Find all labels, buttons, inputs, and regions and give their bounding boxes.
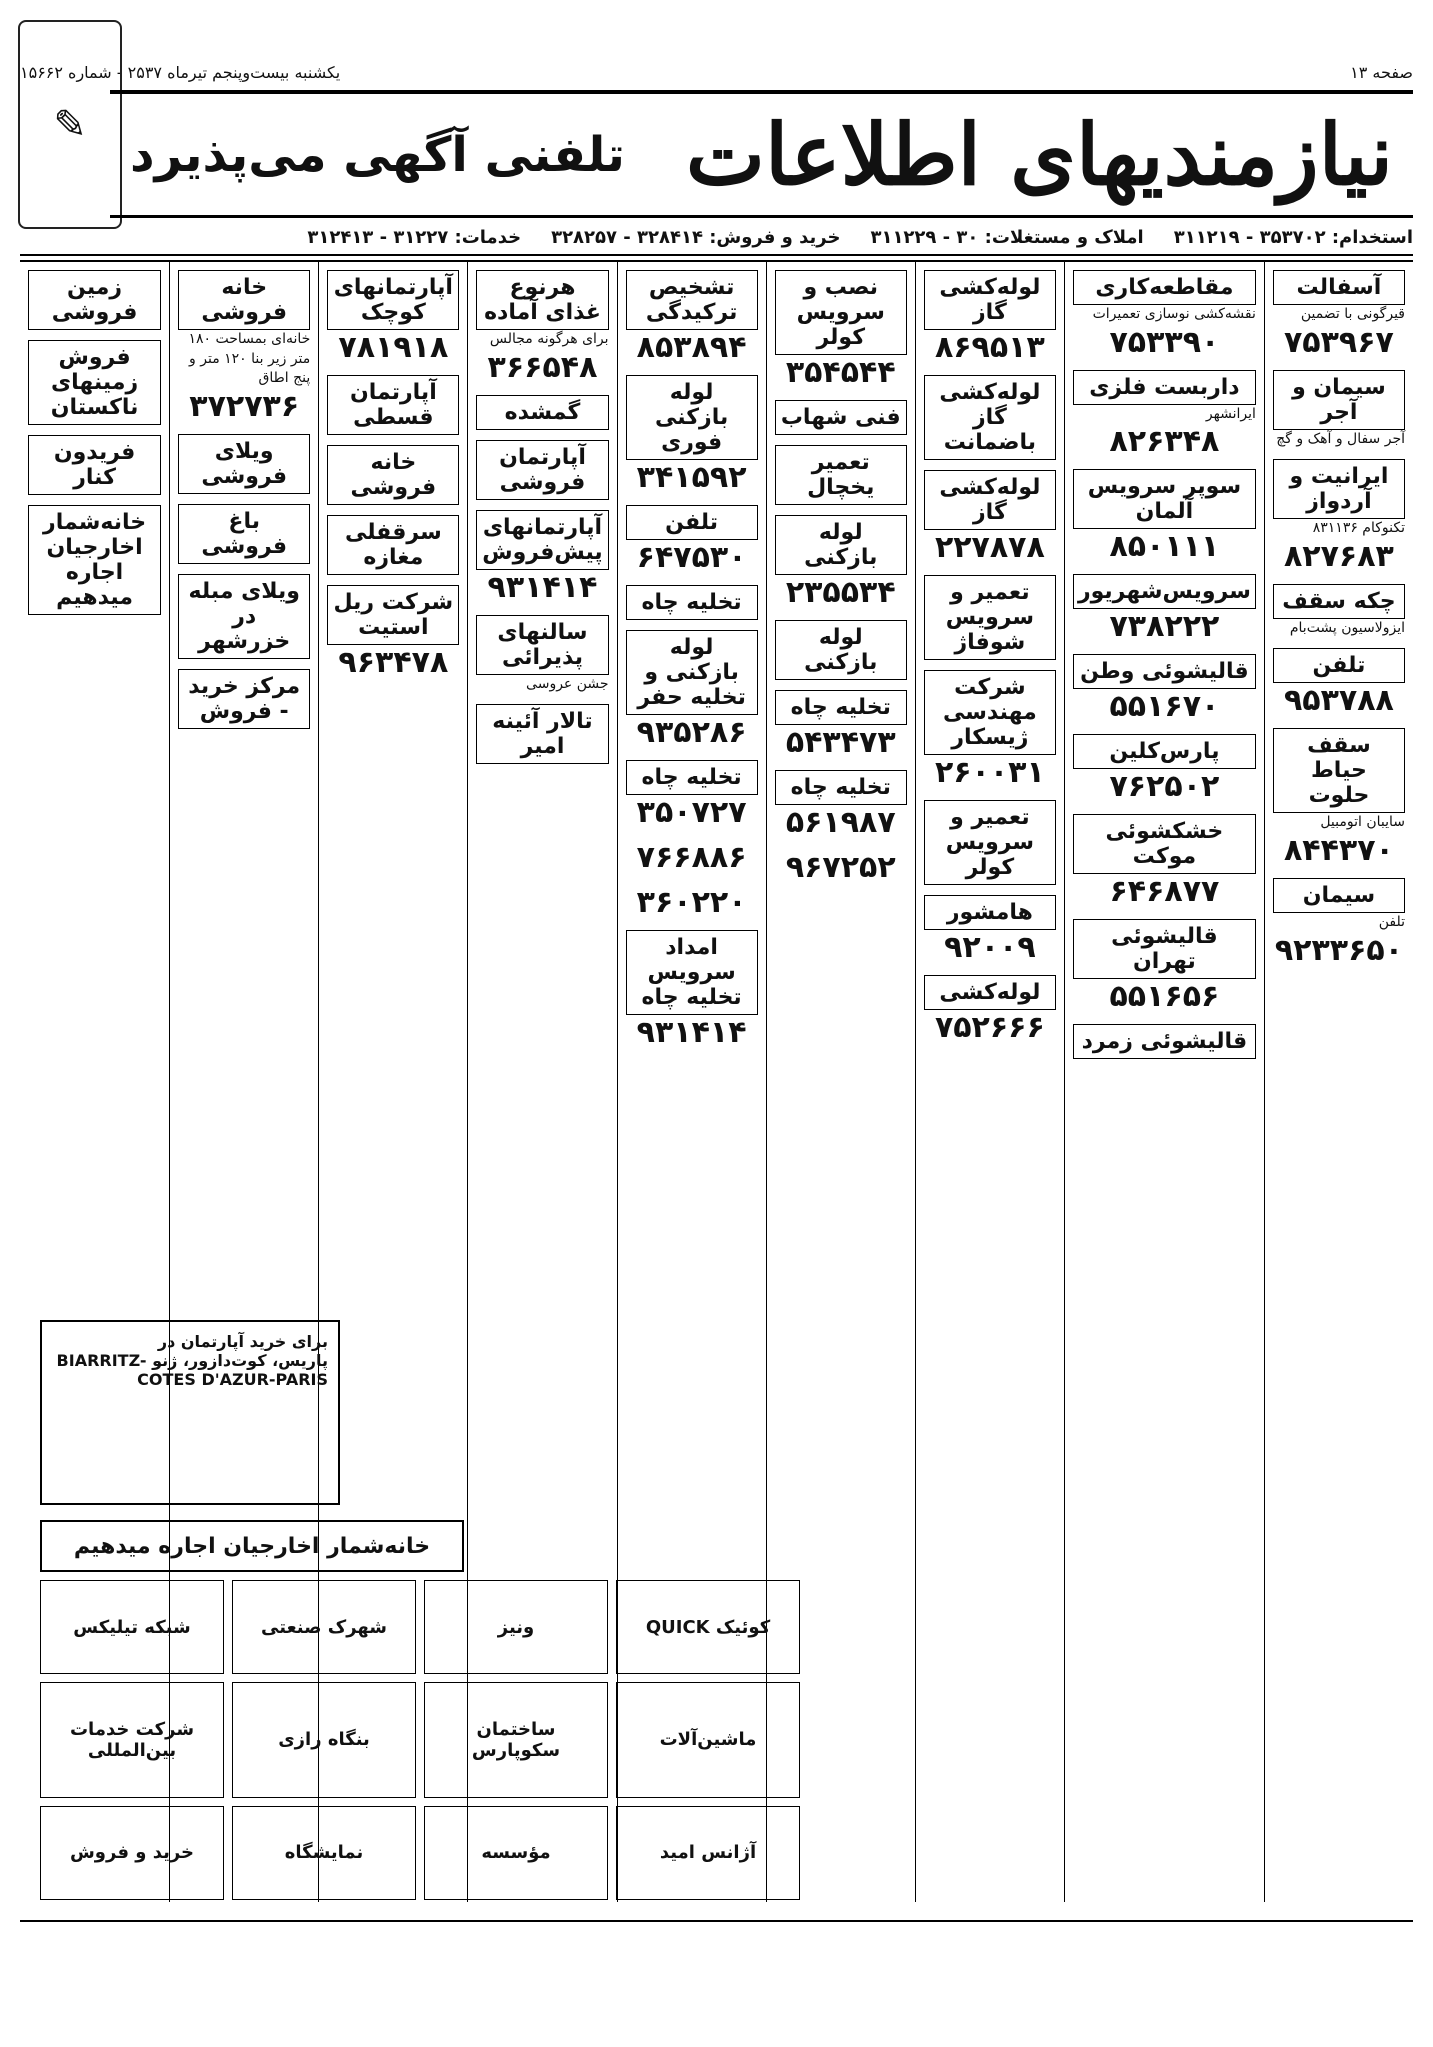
ad-heading: سرویس‌شهریور xyxy=(1073,574,1256,609)
ad-heading: نصب و سرویس کولر xyxy=(775,270,907,355)
classified-ad xyxy=(775,620,907,680)
ad-body: آجر سفال و آهک و گچ xyxy=(1276,430,1405,447)
classified-ad xyxy=(1073,734,1256,804)
classified-ad xyxy=(28,505,161,615)
ad-heading: لوله‌کشی گاز xyxy=(924,470,1056,530)
ad-heading: لوله‌کشی گاز xyxy=(924,270,1056,330)
classified-ad xyxy=(924,895,1056,965)
classified-ad xyxy=(1073,469,1256,564)
footer-ad-box: ماشین‌آلات xyxy=(616,1682,800,1797)
ad-heading: فریدون کنار xyxy=(28,435,161,495)
ad-heading: چکه سقف xyxy=(1273,584,1405,619)
ad-heading: تخلیه چاه xyxy=(775,770,907,805)
ad-heading: آپارتمانهای پیش‌فروش xyxy=(476,510,608,570)
ad-phone: ۸۴۴۳۷۰ xyxy=(1284,832,1394,868)
ad-phone: ۷۶۲۵۰۲ xyxy=(1109,769,1220,805)
ad-heading: شرکت ریل استیت xyxy=(327,585,459,645)
classified-ad xyxy=(1073,654,1256,724)
footer-ad-box: بنگاه رازی xyxy=(232,1682,416,1797)
ad-heading: خانه فروشی xyxy=(327,445,459,505)
classified-ad xyxy=(924,800,1056,885)
classified-ad xyxy=(626,585,758,620)
ad-phone: ۳۴۱۵۹۲ xyxy=(636,460,747,495)
footer-ad-box: ساختمان سکوپارس xyxy=(424,1682,608,1797)
ad-body: برای هرگونه مجالس xyxy=(489,331,609,347)
ad-phone: ۹۲۳۳۶۵۰ xyxy=(1274,932,1404,968)
ad-phone: ۹۶۷۲۵۲ xyxy=(785,850,896,885)
issue-date: یکشنبه بیست‌وپنجم تیرماه ۲۵۳۷ - شماره ۱۵۶۶۲ xyxy=(20,62,341,82)
classified-ad xyxy=(626,760,758,830)
classified-ad xyxy=(1273,584,1405,639)
ad-phone: ۵۶۱۹۸۷ xyxy=(785,805,896,840)
ad-heading: تخلیه چاه xyxy=(626,585,758,620)
ad-body: تلفن xyxy=(1378,913,1405,930)
ad-heading: ایرانیت و آردواز xyxy=(1273,459,1405,519)
phone-employment: استخدام: ۳۵۳۷۰۲ - ۳۱۱۲۱۹ xyxy=(1173,226,1413,248)
ad-heading: قالیشوئی تهران xyxy=(1073,919,1256,979)
classified-ad xyxy=(1273,878,1405,968)
boxed-ad-title: برای خرید آپارتمان در xyxy=(157,1332,328,1351)
newspaper-mascot-icon: ✎ xyxy=(18,20,122,229)
ad-phone: ۶۴۷۵۳۰ xyxy=(636,540,747,575)
ad-phone: ۷۸۱۹۱۸ xyxy=(338,330,449,365)
classified-ad xyxy=(327,585,459,680)
page-title: نیازمندیهای اطلاعات xyxy=(685,105,1393,204)
ad-heading: آپارتمانهای کوچک xyxy=(327,270,459,330)
classified-ad xyxy=(775,270,907,390)
footer-ad-box: شهرک صنعتی xyxy=(232,1580,416,1674)
classified-ad xyxy=(924,470,1056,565)
phone-real-estate: املاک و مستغلات: ۳۰ - ۳۱۱۲۲۹ xyxy=(870,226,1144,248)
classified-ad xyxy=(28,435,161,495)
ad-body: قیرگونی با تضمین xyxy=(1300,306,1405,322)
classified-ad xyxy=(1273,648,1405,718)
classified-ad xyxy=(1073,919,1256,1014)
ad-phone: ۹۳۱۴۱۴ xyxy=(487,569,598,605)
classified-ad xyxy=(476,270,608,385)
ad-phone: ۲۶۰۰۳۱ xyxy=(934,755,1045,790)
ad-phone: ۸۶۹۵۱۳ xyxy=(934,330,1045,365)
ad-heading: خانه فروشی xyxy=(178,270,310,330)
classified-ad xyxy=(28,270,161,330)
classified-ad xyxy=(626,375,758,495)
ad-heading: هرنوع غذای آماده xyxy=(476,270,608,330)
ad-heading: تعمیر و سرویس کولر xyxy=(924,800,1056,885)
ad-phone: ۳۷۲۷۳۶ xyxy=(189,388,300,424)
classified-ad xyxy=(1073,370,1256,460)
classified-ad xyxy=(1073,574,1256,644)
ad-heading: لوله بازکنی xyxy=(775,515,907,575)
rental-banner: خانه‌شمار اخارجیان اجاره میدهیم xyxy=(40,1520,464,1572)
page-subtitle: تلفنی آگهی می‌پذیرد xyxy=(130,126,625,183)
ad-phone: ۸۵۳۸۹۴ xyxy=(636,330,747,365)
classified-ad xyxy=(1073,1024,1256,1059)
ad-heading: باغ فروشی xyxy=(178,504,310,564)
page-label: صفحه ۱۳ xyxy=(1350,62,1413,82)
classified-ad xyxy=(327,270,459,365)
ad-heading: سوپر سرویس آلمان xyxy=(1073,469,1256,529)
classified-ad xyxy=(1273,728,1405,868)
classified-ad xyxy=(476,395,608,430)
footer-ad-box: ونیز xyxy=(424,1580,608,1674)
ad-heading: سیمان xyxy=(1273,878,1405,913)
ad-heading: ویلای فروشی xyxy=(178,434,310,494)
classified-ad xyxy=(775,690,907,760)
classified-ad xyxy=(1073,270,1256,360)
classified-ad xyxy=(924,575,1056,660)
ad-heading: خشکشوئی موکت xyxy=(1073,814,1256,874)
boxed-ad-paris xyxy=(40,1320,340,1505)
classified-ad xyxy=(1273,270,1405,360)
ad-phone: ۷۵۳۳۹۰ xyxy=(1109,324,1220,360)
classified-ad xyxy=(476,615,608,695)
ad-phone: ۳۵۰۷۲۷ xyxy=(636,795,747,830)
classified-ad xyxy=(626,930,758,1050)
ad-heading: لوله بازکنی فوری xyxy=(626,375,758,460)
ad-heading: زمین فروشی xyxy=(28,270,161,330)
ad-phone: ۶۴۶۸۷۷ xyxy=(1109,874,1220,910)
ad-body: جشن عروسی xyxy=(526,675,609,692)
footer-ad-box: آژانس امید xyxy=(616,1806,800,1900)
ad-phone: ۷۵۳۹۶۷ xyxy=(1284,324,1394,360)
classified-ad xyxy=(775,850,907,885)
classified-ad xyxy=(626,885,758,920)
ad-heading: امداد سرویس تخلیه چاه xyxy=(626,930,758,1015)
ad-heading: تالار آئینه امیر xyxy=(476,704,608,764)
ad-heading: لوله‌کشی xyxy=(924,975,1056,1010)
ad-phone: ۷۶۶۸۸۶ xyxy=(636,840,747,875)
ad-body: خانه‌ای بمساحت ۱۸۰ متر زیر بنا ۱۲۰ متر و پنج اطاق xyxy=(188,331,311,387)
ad-phone: ۳۶۰۲۲۰ xyxy=(636,885,747,920)
footer-ad-box: خرید و فروش xyxy=(40,1806,224,1900)
classified-ad xyxy=(626,840,758,875)
ad-heading: گمشده xyxy=(476,395,608,430)
footer-ads xyxy=(40,1580,800,1900)
classified-ad xyxy=(1073,814,1256,909)
ad-body: ایزولاسیون پشت‌بام xyxy=(1289,619,1405,636)
ad-heading: آسفالت xyxy=(1273,270,1405,305)
ad-heading: تخلیه چاه xyxy=(626,760,758,795)
classified-ad xyxy=(1273,459,1405,574)
classified-ad xyxy=(178,434,310,494)
ad-column xyxy=(915,262,1064,1902)
classified-ad xyxy=(476,704,608,764)
classified-ad xyxy=(924,270,1056,365)
ad-body: سایبان اتومبیل xyxy=(1320,814,1405,831)
ad-phone: ۸۲۶۳۴۸ xyxy=(1109,424,1220,460)
ad-heading: لوله بازکنی و تخلیه حفر xyxy=(626,630,758,715)
ad-heading: تعمیر یخچال xyxy=(775,445,907,505)
ad-phone: ۲۳۵۵۳۴ xyxy=(785,575,896,610)
ad-phone: ۳۶۶۵۴۸ xyxy=(487,349,598,385)
classified-ad xyxy=(626,270,758,365)
ad-heading: قالیشوئی وطن xyxy=(1073,654,1256,689)
classified-ad xyxy=(327,445,459,505)
ad-phone: ۳۵۴۵۴۴ xyxy=(785,355,896,390)
ad-column xyxy=(1264,262,1413,1902)
phone-services: خدمات: ۳۱۲۲۷ - ۳۱۲۴۱۳ xyxy=(307,226,522,248)
ad-heading: مقاطعه‌کاری xyxy=(1073,270,1256,305)
ad-heading: تلفن xyxy=(626,505,758,540)
ad-phone: ۲۲۷۸۷۸ xyxy=(934,530,1045,565)
classified-ad xyxy=(775,400,907,435)
ad-body: نقشه‌کشی نوسازی تعمیرات xyxy=(1092,306,1256,322)
ad-phone: ۹۳۱۴۱۴ xyxy=(636,1015,747,1050)
ad-phone: ۸۵۰۱۱۱ xyxy=(1109,529,1220,565)
classified-ad xyxy=(476,510,608,605)
classified-ad xyxy=(775,515,907,610)
ad-column xyxy=(1064,262,1264,1902)
ad-heading: قالیشوئی زمرد xyxy=(1073,1024,1256,1059)
ad-heading: ویلای مبله در خزرشهر xyxy=(178,574,310,659)
footer-ad-box: نمایشگاه xyxy=(232,1806,416,1900)
ad-phone: ۹۲۰۰۹ xyxy=(944,930,1036,965)
footer-ad-box: مؤسسه xyxy=(424,1806,608,1900)
ad-heading: سقف حیاط حلوت xyxy=(1273,728,1405,813)
footer-ad-box: شرکت خدمات بین‌المللی xyxy=(40,1682,224,1797)
ad-heading: پارس‌کلین xyxy=(1073,734,1256,769)
ad-heading: فنی شهاب xyxy=(775,400,907,435)
bottom-rule xyxy=(20,1920,1413,2002)
ad-heading: لوله بازکنی xyxy=(775,620,907,680)
ad-heading: سالنهای پذیرائی xyxy=(476,615,608,675)
footer-ad-box: شبکه تیلیکس xyxy=(40,1580,224,1674)
footer-ad-box: کوئیک QUICK xyxy=(616,1580,800,1674)
phone-buy-sell: خرید و فروش: ۳۲۸۴۱۴ - ۳۲۸۲۵۷ xyxy=(551,226,841,248)
ad-heading: آپارتمان فروشی xyxy=(476,440,608,500)
ad-phone: ۵۵۱۶۵۶ xyxy=(1109,979,1220,1015)
ad-phone: ۸۲۷۶۸۳ xyxy=(1284,538,1394,574)
ad-heading: تعمیر و سرویس شوفاژ xyxy=(924,575,1056,660)
ad-heading: آپارتمان قسطی xyxy=(327,375,459,435)
ad-heading: سرقفلی مغازه xyxy=(327,515,459,575)
classified-ad xyxy=(775,445,907,505)
ad-phone: ۵۴۳۴۷۳ xyxy=(785,725,896,760)
classified-ad xyxy=(178,504,310,564)
ad-heading: هامشور xyxy=(924,895,1056,930)
ad-heading: تشخیص ترکیدگی xyxy=(626,270,758,330)
ad-heading: مرکز خرید - فروش xyxy=(178,669,310,729)
classified-ad xyxy=(178,270,310,424)
ad-heading: فروش زمینهای ناکستان xyxy=(28,340,161,425)
classified-ad xyxy=(28,340,161,425)
ad-phone: ۵۵۱۶۷۰ xyxy=(1109,689,1220,725)
classified-ad xyxy=(476,440,608,500)
classified-ad xyxy=(327,375,459,435)
ad-phone: ۹۶۳۴۷۸ xyxy=(338,645,449,680)
ad-heading: تلفن xyxy=(1273,648,1405,683)
ad-heading: سیمان و آجر xyxy=(1273,370,1405,430)
classified-ad xyxy=(178,669,310,729)
classified-ad xyxy=(775,770,907,840)
ad-heading: تخلیه چاه xyxy=(775,690,907,725)
ad-heading: خانه‌شمار اخارجیان اجاره میدهیم xyxy=(28,505,161,615)
classified-ad xyxy=(1273,370,1405,450)
classified-ad xyxy=(626,505,758,575)
ad-phone: ۷۳۸۲۲۲ xyxy=(1109,609,1220,645)
phone-strip xyxy=(20,220,1413,256)
classified-ad xyxy=(178,574,310,659)
classified-ad xyxy=(924,375,1056,460)
boxed-ad-text: پاریس، کوت‌دازور، ژنو BIARRITZ-COTES D'AZUR-PARIS xyxy=(56,1351,328,1389)
ad-phone: ۹۳۵۲۸۶ xyxy=(636,715,747,750)
classified-ad xyxy=(924,975,1056,1045)
issue-line xyxy=(20,58,1413,86)
ad-heading: داربست فلزی xyxy=(1073,370,1256,405)
ad-heading: شرکت مهندسی ژیسکار xyxy=(924,670,1056,755)
classified-ad xyxy=(924,670,1056,790)
ad-phone: ۷۵۲۶۶۶ xyxy=(934,1010,1045,1045)
ad-body: ایرانشهر xyxy=(1205,405,1256,422)
classified-ad xyxy=(626,630,758,750)
masthead xyxy=(110,90,1413,218)
ad-heading: لوله‌کشی گاز باضمانت xyxy=(924,375,1056,460)
ad-body: تکنوکام ۸۳۱۱۳۶ xyxy=(1312,520,1405,537)
classified-ad xyxy=(327,515,459,575)
ad-phone: ۹۵۳۷۸۸ xyxy=(1284,683,1394,719)
